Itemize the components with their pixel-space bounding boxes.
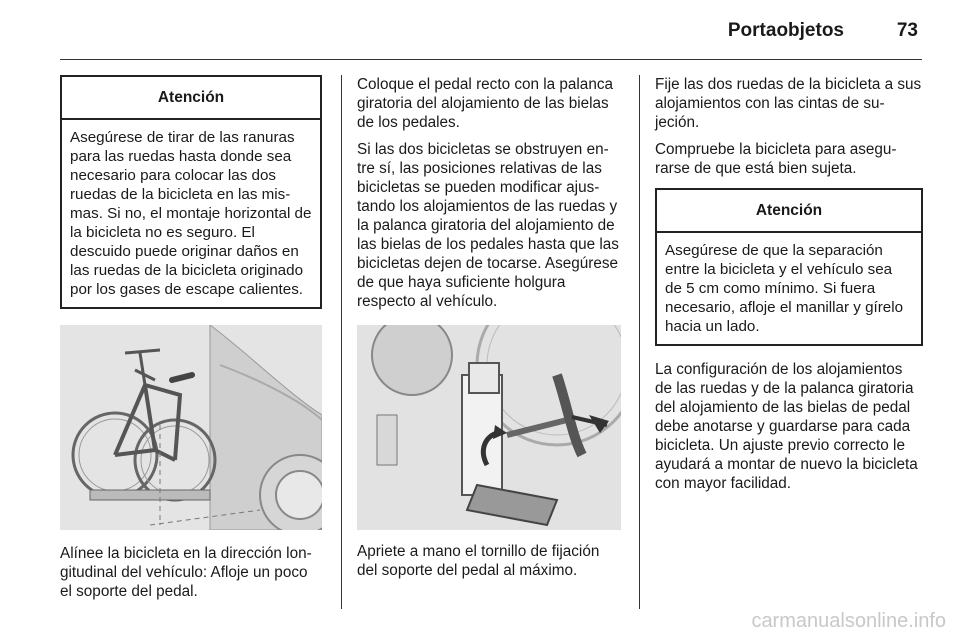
figure-caption: Apriete a mano el tornillo de fijación del soporte del pedal al máximo. bbox=[357, 543, 600, 579]
warning-text: Asegúrese de que la separación entre la bicicleta y el vehículo sea de 5 cm como mínimo. Si fuera necesario, afloje el manillar y gírelo hacia un lado. bbox=[665, 242, 904, 335]
column-divider-2 bbox=[639, 75, 640, 609]
warning-box bbox=[60, 75, 322, 309]
page-header bbox=[0, 0, 960, 60]
paragraph: Si las dos bicicletas se obstruyen entre sí, las posiciones relativas de las bicicletas se pueden modificar ajustando los alojamientos de las ruedas y la palanca giratoria del alojamiento de las bielas de los pedales hasta que las bicicletas dejen de tocarse. Asegúrese de que haya suficiente holgura respecto al vehículo. bbox=[357, 141, 619, 310]
pedal-mount-illustration bbox=[357, 325, 621, 530]
watermark: carmanualsonline.info bbox=[751, 610, 946, 632]
page-number: 73 bbox=[896, 20, 918, 41]
bike-carrier-illustration bbox=[60, 325, 322, 530]
header-rule bbox=[60, 59, 922, 60]
warning-box bbox=[655, 188, 923, 346]
paragraph: Compruebe la bicicleta para asegurarse de que está bien sujeta. bbox=[655, 141, 897, 177]
paragraph: La configuración de los alojamientos de las ruedas y de la palanca giratoria del alojamiento de las bielas de pedal debe anotarse y guardarse para cada bicicleta. Un ajuste previo correcto le ayudará a montar de nuevo la bicicleta con mayor facilidad. bbox=[655, 361, 918, 492]
warning-title: Atención bbox=[62, 77, 320, 120]
column-2 bbox=[357, 75, 621, 580]
column-1 bbox=[60, 75, 322, 601]
column-divider-1 bbox=[341, 75, 342, 609]
paragraph: Coloque el pedal recto con la palanca giratoria del alojamiento de las bielas de los pedales. bbox=[357, 76, 613, 131]
paragraph: Fije las dos ruedas de la bicicleta a sus alojamientos con las cintas de sujeción. bbox=[655, 76, 922, 131]
page-title: Portaobjetos bbox=[727, 20, 844, 41]
warning-text: Asegúrese de tirar de las ranuras para las ruedas hasta donde sea necesario para colocar las dos ruedas de la bicicleta en las mismas. Si no, el montaje horizontal de la bicicleta no es seguro. El descuido puede originar daños en las ruedas de la bicicleta originado por los gases de escape calientes. bbox=[70, 129, 312, 298]
figure-caption: Alínee la bicicleta en la dirección longitudinal del vehículo: Afloje un poco el soporte del pedal. bbox=[60, 545, 312, 600]
warning-title: Atención bbox=[657, 190, 921, 233]
column-3 bbox=[655, 75, 923, 493]
